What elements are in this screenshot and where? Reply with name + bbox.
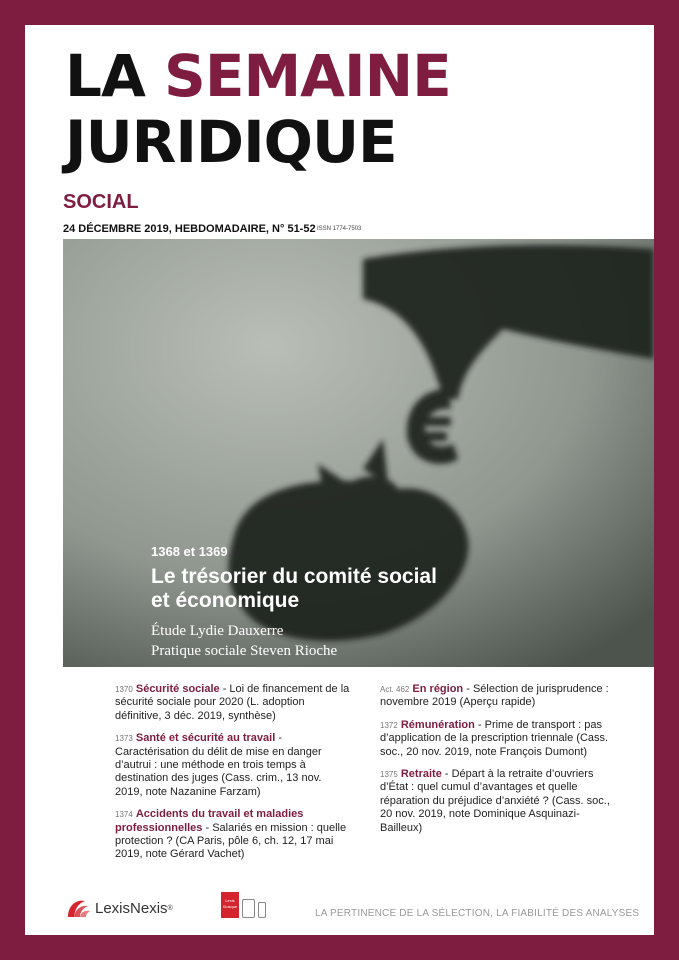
masthead-semaine: SEMAINE [164, 42, 451, 110]
story-author: Pratique sociale Steven Rioche [151, 643, 338, 659]
section-label: SOCIAL [63, 191, 139, 213]
item-number: 1374 [115, 810, 133, 820]
item-separator: - [202, 821, 213, 834]
masthead [65, 43, 451, 175]
item-title: Rémunération [400, 718, 475, 731]
story-title-line: Le trésorier du comité social [151, 565, 437, 588]
item-title: Accidents du travail et maladies professionnelles [115, 808, 304, 834]
item-number: Act. 462 [380, 685, 410, 694]
story-title[interactable] [151, 565, 551, 613]
story-authors [151, 621, 551, 661]
item-number: 1373 [115, 734, 133, 744]
lexis-kiosque[interactable] [221, 892, 266, 918]
kiosque-book-icon [221, 892, 239, 918]
item-number: 1372 [380, 720, 398, 730]
trademark: ® [167, 904, 173, 912]
item-body: Départ à la retraite d’ouvriers d’État : quel cumul d’avantages et quelle réparation du préjudice d’anxiété ? (Cass. soc., 20 nov. 2019, note Dominique Asquinazi-Bailleux) [380, 768, 610, 834]
contents-left-column [115, 683, 350, 871]
tagline: LA PERTINENCE DE LA SÉLECTION, LA FIABILITÉ DES ANALYSES [315, 908, 640, 919]
item-body: Salariés en mission : quelle protection ? (CA Paris, pôle 6, ch. 12, 17 mai 2019, note Gérard Vachet) [115, 821, 347, 861]
item-number: 1370 [115, 685, 133, 694]
item-title: En région [412, 683, 464, 695]
cover-photo [63, 239, 654, 667]
contents-item[interactable] [380, 719, 620, 759]
tablet-icon [242, 899, 255, 918]
contents-item[interactable] [380, 768, 620, 835]
kiosque-label: Lexis [225, 898, 235, 903]
contents-item[interactable] [115, 683, 350, 723]
item-body: Caractérisation du délit de mise en danger d’autrui : une méthode en trois temps à destination des juges (Cass. crim., 13 nov. 2019, note Nazanine Farzam) [115, 745, 322, 798]
item-body: Prime de transport : pas d’application de la prescription triennale (Cass. soc., 20 nov. 2019, note François Dumont) [380, 718, 609, 758]
brand-name: LexisNexis [95, 899, 168, 917]
issue-date: 24 DÉCEMBRE 2019, HEBDOMADAIRE, N° 51-52 [63, 223, 316, 235]
masthead-juridique: JURIDIQUE [65, 108, 397, 176]
magazine-cover [25, 25, 654, 935]
cover-story [151, 544, 551, 661]
item-separator: - [275, 732, 282, 745]
issn: ISSN 1774-7503 [317, 226, 362, 232]
item-separator: - [441, 768, 452, 781]
item-title: Sécurité sociale [135, 683, 220, 695]
item-title: Retraite [400, 768, 442, 781]
kiosque-label: Kiosque [222, 904, 238, 909]
contents-right-column [380, 683, 620, 844]
lexisnexis-emblem-icon [65, 897, 91, 919]
item-separator: - [474, 718, 485, 731]
story-numbers: 1368 et 1369 [151, 544, 228, 559]
contents-item[interactable] [380, 683, 620, 710]
item-number: 1375 [380, 770, 398, 780]
contents-item[interactable] [115, 808, 350, 862]
item-title: Santé et sécurité au travail [135, 732, 276, 745]
phone-icon [258, 902, 266, 918]
lexisnexis-logo[interactable] [65, 897, 173, 919]
item-body: Loi de financement de la sécurité sociale pour 2020 (L. adoption définitive, 3 déc. 2019, synthèse) [115, 683, 350, 722]
item-separator: - [463, 683, 473, 695]
masthead-la: LA [65, 42, 165, 110]
item-separator: - [219, 683, 230, 695]
item-body: Sélection de jurisprudence : novembre 2019 (Aperçu rapide) [380, 683, 609, 709]
story-author: Étude Lydie Dauxerre [151, 623, 284, 639]
contents-item[interactable] [115, 732, 350, 799]
story-title-line: et économique [151, 589, 300, 612]
